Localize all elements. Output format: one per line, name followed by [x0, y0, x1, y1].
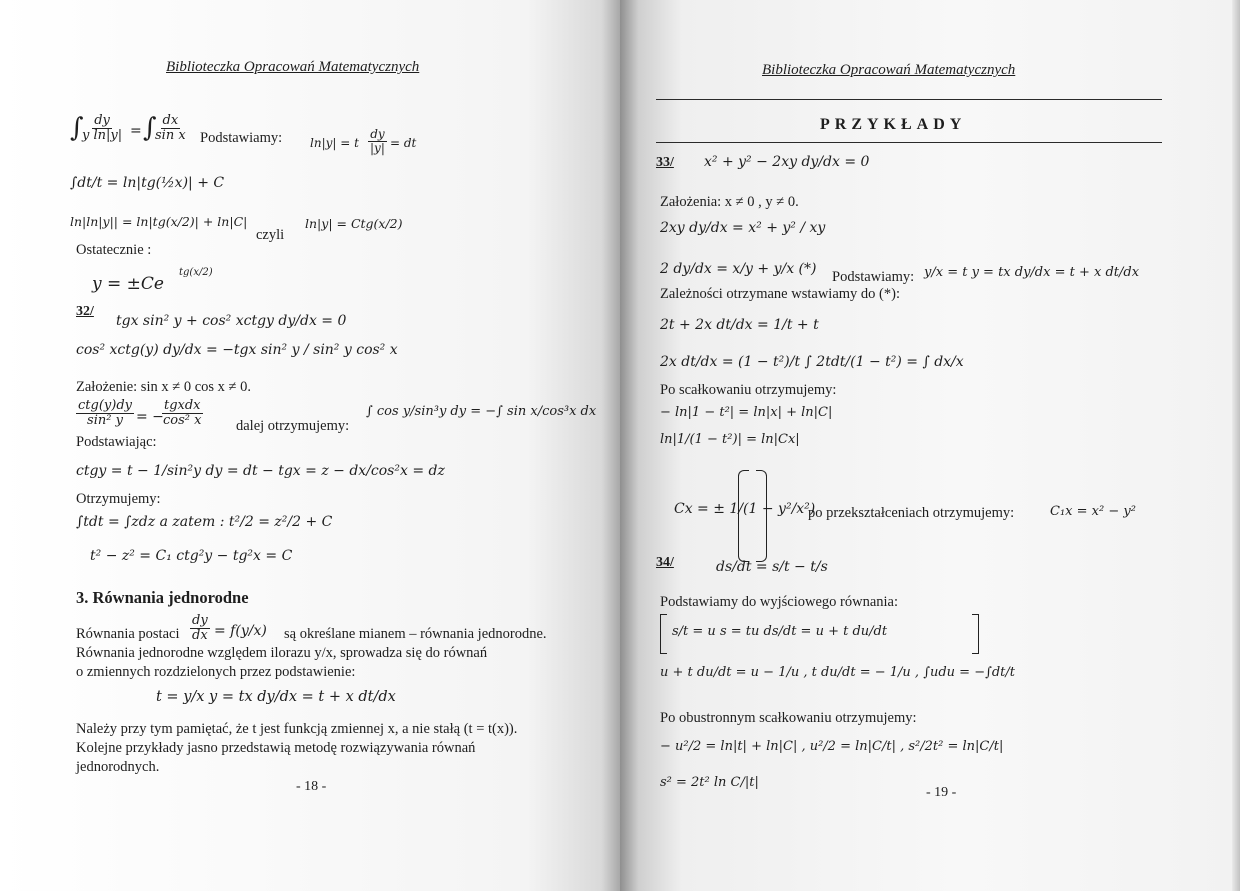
para-text: są określane mianem – równania jednorodne.	[284, 626, 547, 642]
para-text: Równania jednorodne względem ilorazu y/x, sprowadza się do równań	[76, 645, 488, 661]
left-square-bracket	[660, 614, 667, 654]
equation-line: 2t + 2x dt/dx = 1/t + t	[660, 317, 819, 333]
equals-sign: =	[130, 123, 142, 139]
right-page	[620, 0, 1240, 891]
equation-line: u + t du/dt = u − 1/u , t du/dt = − 1/u , ∫udu = −∫dt/t	[660, 665, 1016, 680]
fraction-dx-sinx: $\frac{dx}{\text{sin x}}$	[155, 113, 186, 144]
ostatecznie-label: Ostatecznie :	[76, 242, 152, 258]
assumption: Założenie: sin x ≠ 0 cos x ≠ 0.	[76, 379, 251, 395]
substitution-line: ctgy = t − 1/sin²y dy = dt − tgx = z − dx/cos²x = dz	[76, 463, 445, 479]
note-text: Kolejne przykłady jasno przedstawią metodę rozwiązywania równań	[76, 740, 476, 756]
integral-dt-t: ∫dt/t = ln|tg(½x)| + C	[70, 175, 225, 191]
substitution-formula: t = y/x y = tx dy/dx = t + x dt/dx	[156, 689, 396, 705]
czyli-label: czyli	[256, 227, 285, 243]
equation-line: − ln|1 − t²| = ln|x| + ln|C|	[660, 405, 833, 420]
zaleznosci-label: Zależności otrzymane wstawiamy do (*):	[660, 286, 900, 302]
integral-line: ∫tdt = ∫zdz a zatem : t²/2 = z²/2 + C	[76, 514, 333, 530]
note-text: jednorodnych.	[76, 759, 160, 775]
equation-line: s/t = u s = tu ds/dt = u + t du/dt	[672, 624, 888, 639]
equation-line: Cx = ± 1/(1 − y²/x²)	[674, 501, 816, 517]
dalej-label: dalej otrzymujemy:	[236, 418, 350, 434]
page-number: - 18 -	[296, 779, 327, 794]
fraction-tgxdx: tgxdx cos² x	[163, 398, 202, 429]
integral-sign: ∫	[143, 113, 157, 143]
solution-exponent: tg(x/2)	[179, 267, 213, 278]
example-34-number: 34/	[656, 555, 674, 570]
title-rule	[656, 142, 1162, 143]
fraction-ctg: ctg(y)dy sin² y	[78, 398, 132, 429]
log-result: ln|y| = Ctg(x/2)	[305, 216, 403, 231]
equation-line: 2 dy/dx = x/y + y/x (*)	[660, 261, 817, 277]
final-result: t² − z² = C₁ ctg²y − tg²x = C	[90, 548, 293, 564]
obustronnym-label: Po obustronnym scałkowaniu otrzymujemy:	[660, 710, 917, 726]
podstawiamy-label: Podstawiamy:	[832, 269, 915, 285]
substitution-values: y/x = t y = tx dy/dx = t + x dt/dx	[924, 265, 1140, 280]
solution-y: y = ±Ce	[92, 274, 164, 294]
podstawiajac-label: Podstawiając:	[76, 434, 157, 450]
substitution: ln|y| = t	[310, 136, 359, 150]
equation-line: 2x dt/dx = (1 − t²)/t ∫ 2tdt/(1 − t²) = ∫ dx/x	[660, 354, 964, 370]
example-32-equation: tgx sin² y + cos² xctgy dy/dx = 0	[116, 313, 347, 329]
equation-line: 2xy dy/dx = x² + y² / xy	[660, 220, 826, 236]
note-text: Należy przy tym pamiętać, że t jest funkcją zmiennej x, a nie stałą (t = t(x)).	[76, 721, 518, 737]
podstawiamy-label: Podstawiamy do wyjściowego równania:	[660, 594, 899, 610]
assumption: Założenia: x ≠ 0 , y ≠ 0.	[660, 194, 799, 210]
scan-right-edge	[1232, 0, 1240, 891]
example-33-number: 33/	[656, 155, 674, 170]
example-34-equation: ds/dt = s/t − t/s	[716, 559, 828, 575]
left-page-header: Biblioteczka Opracowań Matematycznych	[166, 59, 420, 75]
integral-sign: ∫	[70, 113, 84, 143]
separated-integral: ∫ cos y/sin³y dy = −∫ sin x/cos³x dx	[366, 404, 597, 419]
page-number: - 19 -	[926, 785, 957, 800]
log-equation: ln|ln|y|| = ln|tg(x/2)| + ln|C|	[70, 214, 248, 229]
przeksztalceniach-label: po przekształceniach otrzymujemy:	[808, 505, 1015, 521]
equation-line: ln|1/(1 − t²)| = ln|Cx|	[660, 432, 800, 447]
example-32-rearranged: cos² xctg(y) dy/dx = −tgx sin² y / sin² y cos² x	[76, 342, 398, 358]
podstawiamy-label: Podstawiamy:	[200, 130, 283, 146]
f-of-ratio: = f(y/x)	[214, 623, 267, 639]
otrzymujemy-label: Otrzymujemy:	[76, 491, 161, 507]
fraction-dydx: $\frac{dy}{dx}$	[192, 613, 208, 644]
example-33-equation: x² + y² − 2xy dy/dx = 0	[704, 154, 870, 170]
equals-minus: = −	[136, 409, 164, 425]
scalkowaniu-label: Po scałkowaniu otrzymujemy:	[660, 382, 837, 398]
final-result: C₁x = x² − y²	[1050, 504, 1136, 519]
fraction-dy-ylny: $\frac{dy}{\text{y ln|y|}}$	[82, 113, 123, 144]
right-square-bracket	[972, 614, 979, 654]
equation-line: − u²/2 = ln|t| + ln|C| , u²/2 = ln|C/t| , s²/2t² = ln|C/t|	[660, 739, 1004, 754]
header-rule	[656, 99, 1162, 100]
section-title: PRZYKŁADY	[820, 116, 967, 133]
para-text: Równania postaci	[76, 626, 180, 642]
fraction-dy-absy: $\frac{dy}{|y|}$	[370, 127, 385, 156]
para-text: o zmiennych rozdzielonych przez podstawienie:	[76, 664, 356, 680]
example-32-number: 32/	[76, 304, 94, 319]
equals-dt: = dt	[390, 136, 417, 150]
right-page-header: Biblioteczka Opracowań Matematycznych	[762, 62, 1016, 78]
section-title: 3. Równania jednorodne	[76, 588, 249, 607]
equation-line: s² = 2t² ln C/|t|	[660, 775, 759, 790]
